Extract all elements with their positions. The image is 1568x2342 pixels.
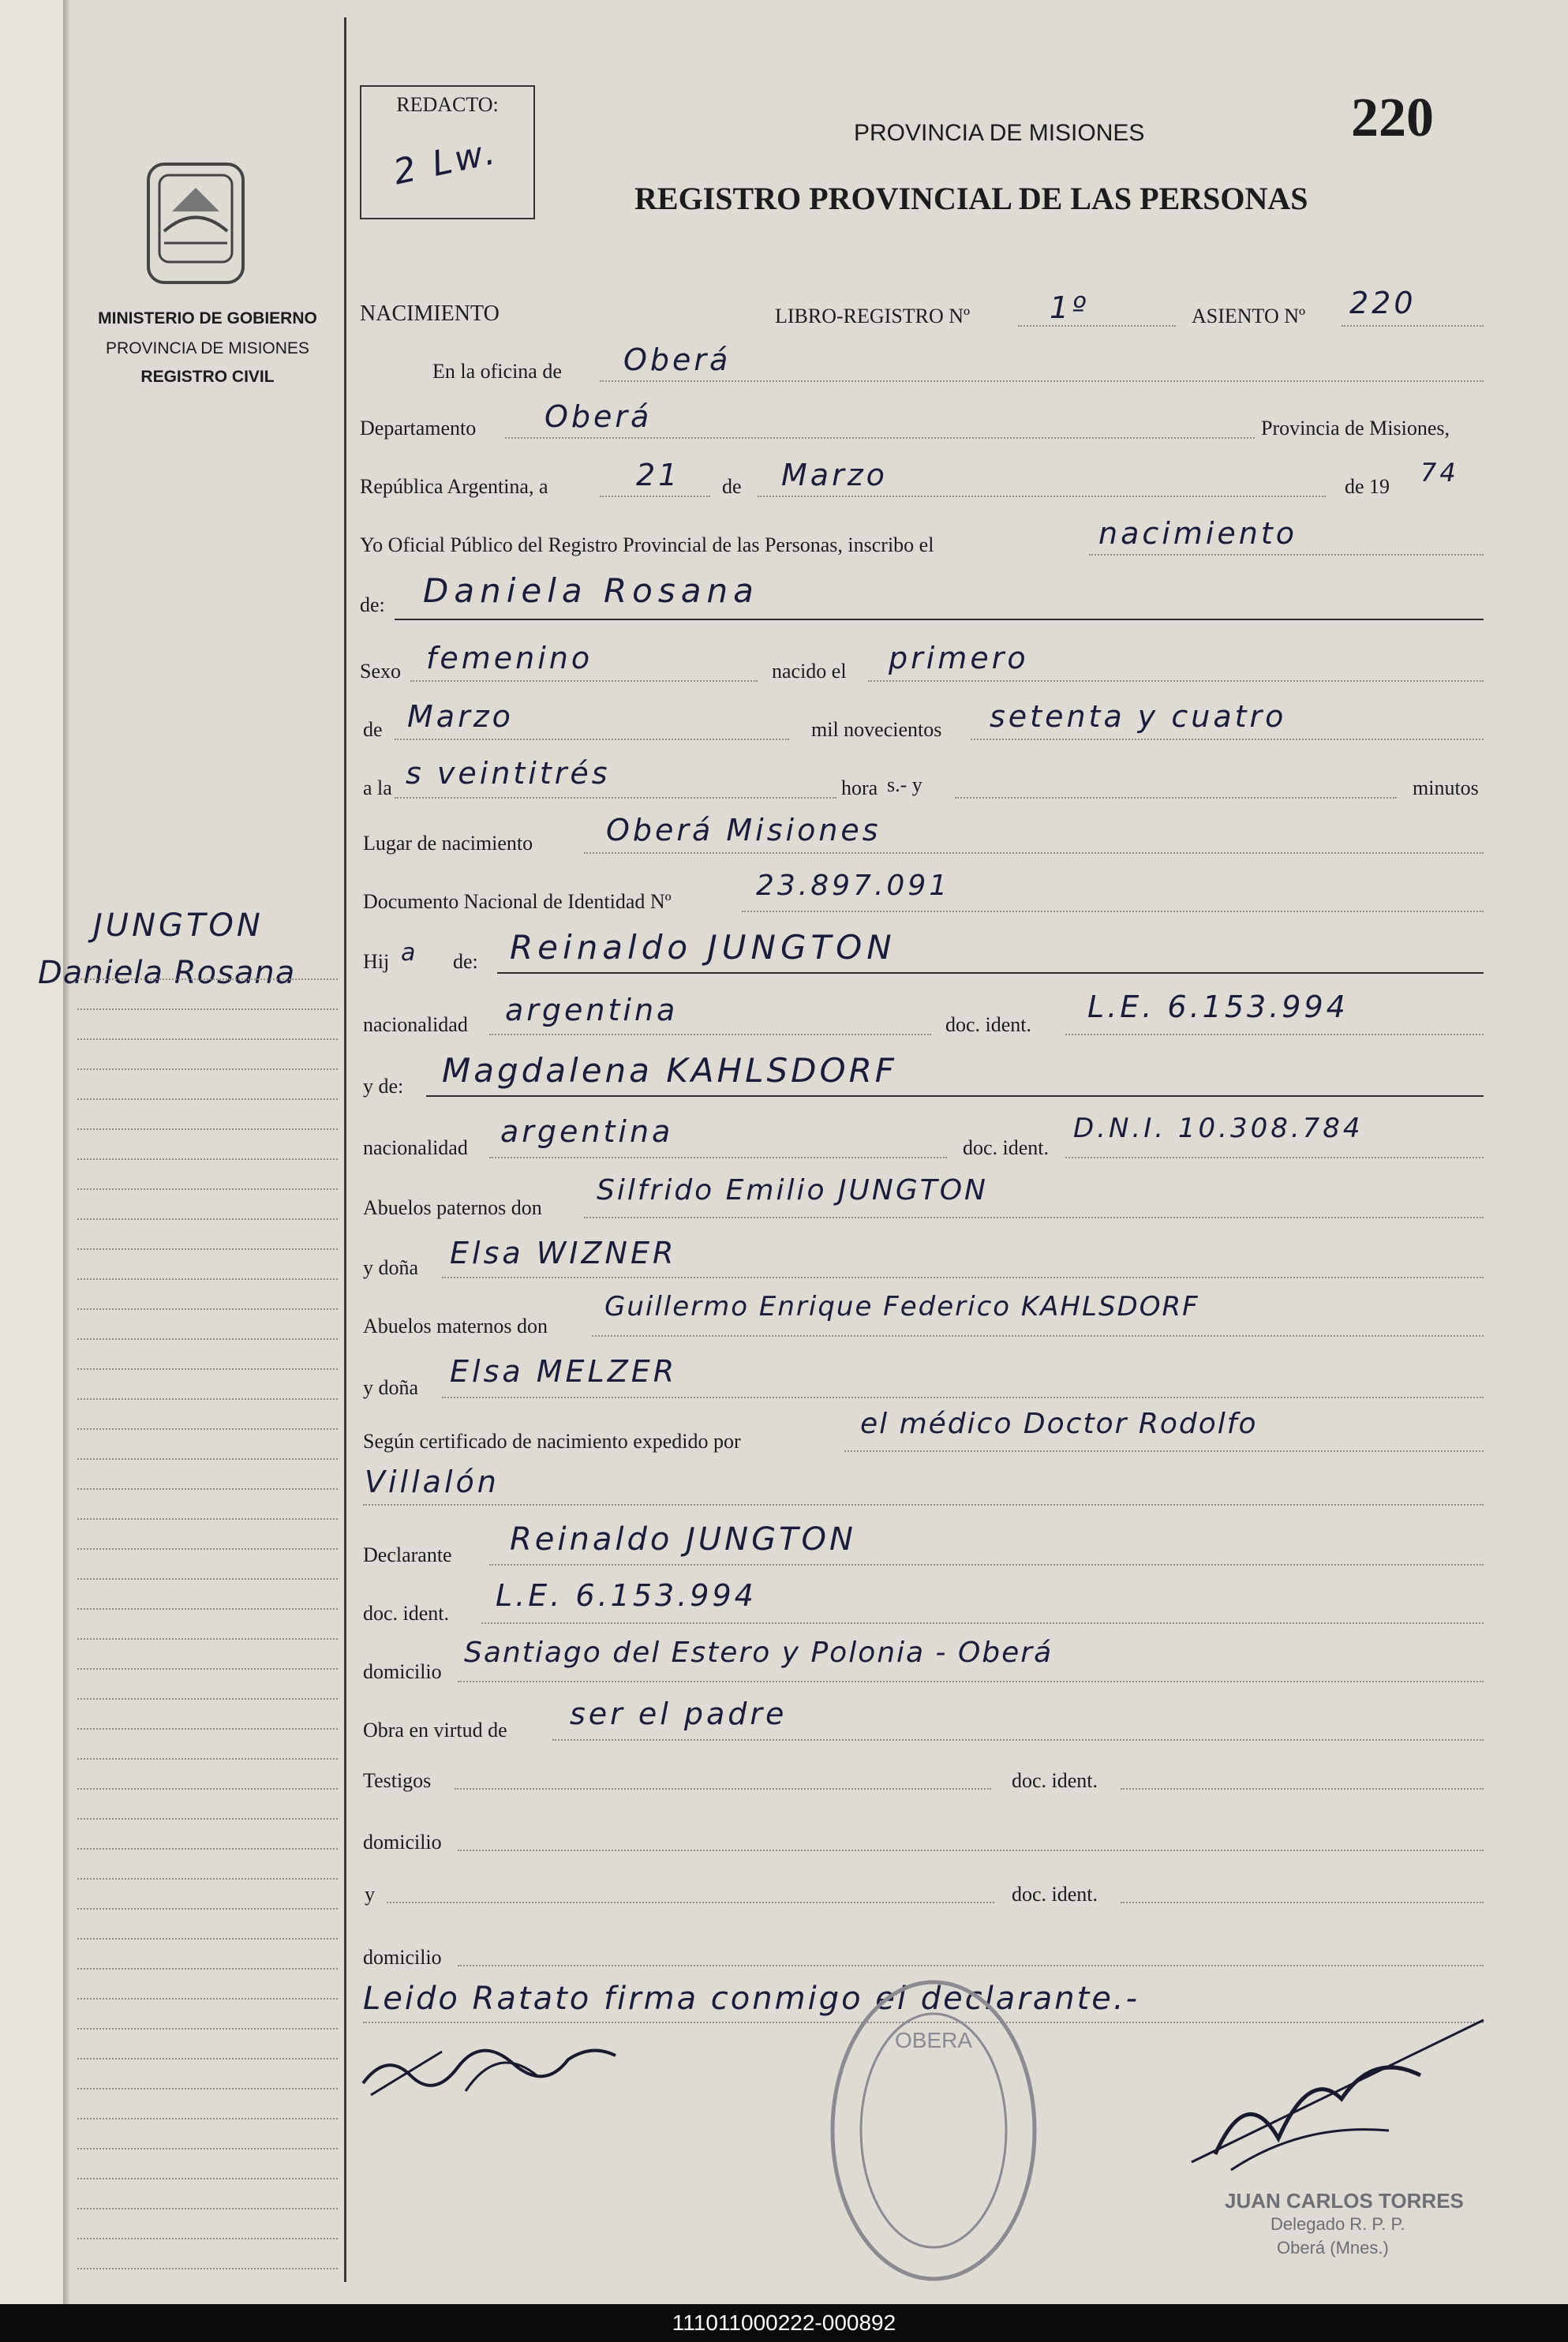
asiento-label: ASIENTO Nº — [1192, 305, 1306, 327]
margin-ruled-line — [77, 1788, 338, 1790]
margin-ruled-line — [77, 1068, 338, 1070]
lugar-line — [584, 852, 1484, 854]
testigos-label: Testigos — [363, 1769, 432, 1792]
margin-ruled-line — [77, 1128, 338, 1130]
mother-name-line — [426, 1095, 1484, 1097]
father-doc-line — [1065, 1034, 1484, 1035]
mother-nationality: argentina — [500, 1114, 674, 1149]
margin-ruled-line — [77, 1428, 338, 1430]
de2-label: de — [363, 718, 383, 741]
child-name: Daniela Rosana — [423, 571, 759, 610]
margin-ruled-line — [77, 2118, 338, 2119]
hij-de: de: — [453, 950, 478, 973]
father-doc: L.E. 6.153.994 — [1087, 990, 1349, 1024]
departamento-line — [505, 437, 1255, 439]
mil-label: mil novecientos — [811, 718, 942, 741]
abuelos-mat-label: Abuelos maternos don — [363, 1315, 548, 1337]
margin-ruled-line — [77, 2268, 338, 2269]
image-id: 111011000222-000892 — [672, 2310, 896, 2335]
dni-value: 23.897.091 — [756, 870, 951, 902]
misiones-seal-icon — [140, 156, 251, 290]
officer-title: Delegado R. P. P. — [1270, 2214, 1405, 2234]
margin-ruled-line — [77, 1908, 338, 1910]
year-prefix: de 19 — [1345, 475, 1390, 498]
birth-year-line — [971, 739, 1484, 740]
margin-ruled-line — [77, 1968, 338, 1970]
book-gutter — [63, 0, 69, 2304]
left-column — [38, 0, 344, 2304]
margin-ruled-line — [77, 2178, 338, 2179]
margin-ruled-line — [77, 1368, 338, 1370]
domicilio-label: domicilio — [363, 1660, 442, 1683]
page-number: 220 — [1351, 88, 1434, 148]
testigo2-doc-line — [1121, 1902, 1484, 1903]
closing-statement: Leido Ratato firma conmigo el declarante.- — [363, 1981, 1140, 2017]
lugar-value: Oberá Misiones — [606, 813, 881, 847]
province-heading: PROVINCIA DE MISIONES — [854, 120, 1145, 146]
father-name: Reinaldo JUNGTON — [510, 928, 896, 967]
ministry-province: PROVINCIA DE MISIONES — [106, 339, 309, 357]
stamp-center-text: OBERA — [894, 2028, 973, 2052]
margin-ruled-line — [77, 2058, 338, 2060]
nacionalidad2-label: nacionalidad — [363, 1136, 468, 1159]
abuelo-materno-line — [592, 1335, 1484, 1337]
margin-ruled-line — [77, 1518, 338, 1520]
nacionalidad-label: nacionalidad — [363, 1013, 468, 1036]
margin-ruled-line — [77, 1008, 338, 1010]
abuelo-paterno: Silfrido Emilio JUNGTON — [597, 1174, 988, 1207]
hij-label: Hij — [363, 950, 390, 973]
declarante-line — [489, 1564, 1484, 1566]
lugar-label: Lugar de nacimiento — [363, 832, 533, 855]
nacido-line — [868, 680, 1484, 682]
declarante-doc-line — [481, 1622, 1484, 1624]
domicilio3-label: domicilio — [363, 1946, 442, 1969]
domicilio3-line — [458, 1965, 1484, 1966]
certificado-line-2 — [363, 1504, 1484, 1506]
sexo-value: femenino — [426, 641, 593, 675]
sexo-label: Sexo — [360, 660, 401, 683]
docident4-label: doc. ident. — [1012, 1769, 1098, 1792]
margin-ruled-line — [77, 1308, 338, 1310]
oficina-line — [600, 380, 1484, 382]
yde-label: y de: — [363, 1075, 404, 1098]
margin-surname: JUNGTON — [93, 907, 264, 944]
margin-ruled-line — [77, 1548, 338, 1550]
margin-ruled-line — [77, 1098, 338, 1100]
margin-ruled-line — [77, 1878, 338, 1880]
margin-ruled-line — [77, 1848, 338, 1850]
father-nationality-line — [489, 1034, 931, 1035]
obra-value: ser el padre — [570, 1697, 788, 1731]
officer-place: Oberá (Mnes.) — [1277, 2238, 1389, 2258]
hora-suffix: s.- y — [887, 773, 922, 796]
officer-name: JUAN CARLOS TORRES — [1225, 2189, 1464, 2213]
certificado-value: el médico Doctor Rodolfo — [860, 1408, 1258, 1440]
asiento-line — [1342, 325, 1484, 327]
margin-ruled-line — [77, 1038, 338, 1040]
birth-month: Marzo — [407, 699, 514, 734]
abuelo-paterno-line — [584, 1217, 1484, 1218]
margin-ruled-line — [77, 1398, 338, 1400]
y-label: y — [365, 1883, 375, 1906]
column-divider — [344, 17, 346, 2282]
mother-doc-line — [1065, 1157, 1484, 1158]
departamento-label: Departamento — [360, 417, 477, 440]
abuela-paterna-line — [442, 1277, 1484, 1278]
margin-ruled-line — [77, 1758, 338, 1760]
segun-label: Según certificado de nacimiento expedido por — [363, 1430, 741, 1453]
declarante-label: Declarante — [363, 1543, 452, 1566]
hij-suffix: a — [401, 939, 419, 967]
libro-line — [1018, 325, 1176, 327]
father-nationality: argentina — [505, 993, 679, 1027]
sexo-line — [410, 680, 758, 682]
republica-label: República Argentina, a — [360, 475, 548, 498]
libro-label: LIBRO-REGISTRO Nº — [775, 305, 971, 327]
domicilio2-label: domicilio — [363, 1831, 442, 1854]
margin-ruled-line — [77, 1698, 338, 1700]
mother-name: Magdalena KAHLSDORF — [442, 1051, 897, 1090]
de-colon-label: de: — [360, 593, 385, 616]
margin-given-names: Daniela Rosana — [38, 955, 296, 991]
domicilio-line — [458, 1681, 1484, 1682]
margin-ruled-line — [77, 2238, 338, 2239]
ministry-registry: REGISTRO CIVIL — [140, 368, 275, 386]
margin-ruled-line — [77, 1638, 338, 1640]
oficina-label: En la oficina de — [432, 360, 562, 383]
dni-label: Documento Nacional de Identidad Nº — [363, 890, 672, 913]
margin-ruled-line — [77, 1488, 338, 1490]
margin-ruled-line — [77, 2028, 338, 2030]
abuela-paterna: Elsa WIZNER — [450, 1236, 677, 1270]
ministry-name: MINISTERIO DE GOBIERNO — [98, 309, 317, 327]
nacido-value: primero — [889, 641, 1029, 675]
libro-value: 1º — [1050, 290, 1090, 325]
margin-ruled-line — [77, 1578, 338, 1580]
docident-label: doc. ident. — [945, 1013, 1032, 1036]
oficina-value: Oberá — [623, 342, 732, 377]
day-line — [600, 496, 710, 497]
oficial-text: Yo Oficial Público del Registro Provincial de las Personas, inscribo el — [360, 533, 934, 556]
margin-ruled-line — [77, 1818, 338, 1820]
hora-value: s veintitrés — [406, 756, 611, 791]
nacido-label: nacido el — [772, 660, 847, 683]
docident5-label: doc. ident. — [1012, 1883, 1098, 1906]
de-label: de — [722, 475, 742, 498]
margin-ruled-line — [77, 1998, 338, 2000]
declarant-signature — [355, 2020, 655, 2107]
docident2-label: doc. ident. — [963, 1136, 1050, 1159]
provincia-suffix: Provincia de Misiones, — [1261, 417, 1450, 440]
domicilio2-line — [458, 1850, 1484, 1851]
minutos-line — [955, 797, 1397, 799]
margin-ruled-line — [77, 1458, 338, 1460]
year-value: 74 — [1420, 458, 1459, 488]
redacto-label: REDACTO: — [396, 93, 499, 116]
abuelo-materno: Guillermo Enrique Federico KAHLSDORF — [604, 1291, 1199, 1323]
abuela-materna: Elsa MELZER — [450, 1354, 678, 1389]
margin-ruled-line — [77, 978, 338, 980]
dni-line — [742, 911, 1484, 912]
month-value: Marzo — [781, 458, 888, 492]
registry-title: REGISTRO PROVINCIAL DE LAS PERSONAS — [634, 181, 1308, 216]
margin-ruled-line — [77, 1218, 338, 1220]
margin-ruled-line — [77, 2148, 338, 2149]
testigo2-line — [387, 1902, 994, 1903]
declarante-value: Reinaldo JUNGTON — [510, 1521, 856, 1558]
testigos-line — [455, 1788, 991, 1790]
father-name-line — [497, 972, 1484, 974]
mother-doc: D.N.I. 10.308.784 — [1073, 1113, 1364, 1144]
mother-nationality-line — [489, 1157, 947, 1158]
docident3-label: doc. ident. — [363, 1602, 450, 1625]
birth-month-line — [395, 739, 789, 740]
margin-ruled-line — [77, 2208, 338, 2209]
hora-label: hora — [841, 776, 878, 799]
asiento-value: 220 — [1349, 286, 1416, 320]
previous-page-edge — [0, 0, 65, 2304]
ydona2-label: y doña — [363, 1376, 419, 1399]
record-type: NACIMIENTO — [360, 301, 500, 326]
margin-ruled-line — [77, 1728, 338, 1730]
ala-label: a la — [363, 776, 392, 799]
testigos-doc-line — [1121, 1788, 1484, 1790]
obra-line — [552, 1739, 1484, 1741]
day-value: 21 — [636, 458, 681, 492]
official-signature — [1184, 2004, 1499, 2178]
hora-line — [395, 797, 836, 799]
margin-ruled-line — [77, 1668, 338, 1670]
redacto-value: 2 Lw. — [390, 131, 502, 193]
abuelos-pat-label: Abuelos paternos don — [363, 1196, 542, 1219]
departamento-value: Oberá — [544, 399, 653, 434]
ydona-label: y doña — [363, 1256, 419, 1279]
birth-year-words: setenta y cuatro — [990, 699, 1287, 734]
certificado-value-cont: Villalón — [365, 1465, 500, 1499]
margin-ruled-line — [77, 1158, 338, 1160]
redacto-box — [360, 85, 535, 219]
child-name-line — [395, 619, 1484, 620]
margin-ruled-line — [77, 1248, 338, 1250]
margin-ruled-line — [77, 1938, 338, 1940]
certificado-line — [844, 1450, 1484, 1452]
margin-ruled-line — [77, 1188, 338, 1190]
month-line — [758, 496, 1326, 497]
domicilio-value: Santiago del Estero y Polonia - Oberá — [464, 1637, 1053, 1669]
margin-ruled-line — [77, 1608, 338, 1610]
inscribo-line — [1089, 554, 1484, 556]
registry-oval-stamp — [827, 1977, 1040, 2284]
margin-ruled-line — [77, 1338, 338, 1340]
declarante-doc: L.E. 6.153.994 — [496, 1578, 757, 1613]
inscribo-value: nacimiento — [1098, 516, 1298, 551]
margin-ruled-line — [77, 2088, 338, 2089]
obra-label: Obra en virtud de — [363, 1719, 507, 1742]
minutos-label: minutos — [1413, 776, 1479, 799]
abuela-materna-line — [442, 1397, 1484, 1398]
margin-ruled-line — [77, 1278, 338, 1280]
